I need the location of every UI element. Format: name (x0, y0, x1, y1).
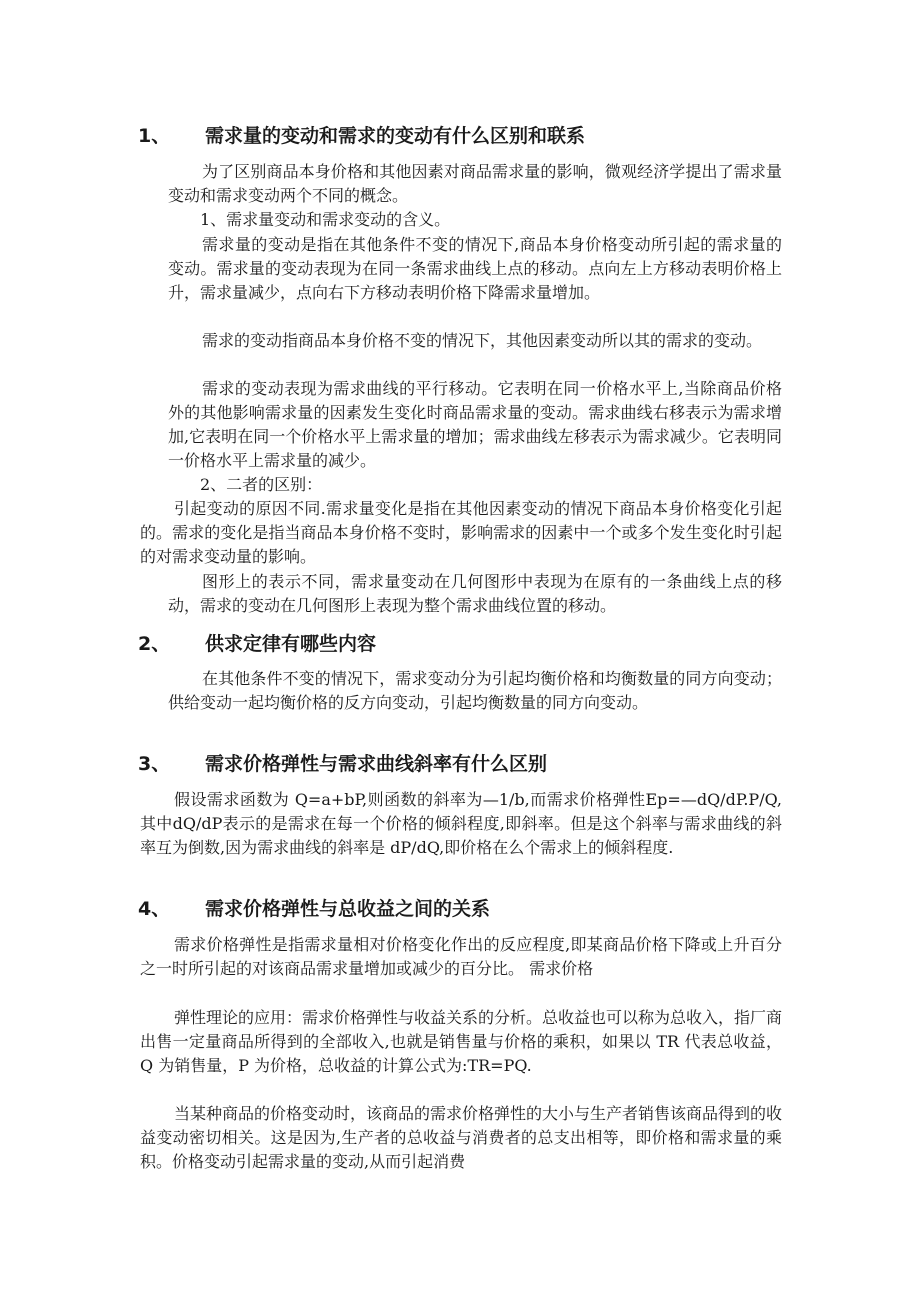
section-1-paragraph-4: 需求的变动指商品本身价格不变的情况下，其他因素变动所以其的需求的变动。 (202, 331, 763, 350)
section-4-paragraph-2: 弹性理论的应用：需求价格弹性与收益关系的分析。总收益也可以称为总收入，指厂商出售一定量商品所得到的全部收入,也就是销售量与价格的乘积，如果以 TR 代表总收益，Q 为销售量，P 为价格，总收益的计算公式为:TR=PQ. (140, 1008, 783, 1075)
section-1-paragraph-1: 为了区别商品本身价格和其他因素对商品需求量的影响，微观经济学提出了需求量变动和需求变动两个不同的概念。 (168, 162, 782, 205)
section-3-title: 需求价格弹性与需求曲线斜率有什么区别 (205, 753, 548, 775)
section-3-heading (138, 751, 547, 777)
section-4-paragraph-1: 需求价格弹性是指需求量相对价格变化作出的反应程度,即某商品价格下降或上升百分之一时所引起的对该商品需求量增加或减少的百分比。 需求价格 (140, 935, 782, 978)
section-1-title: 需求量的变动和需求的变动有什么区别和联系 (205, 125, 586, 147)
section-1-paragraph-3: 需求量的变动是指在其他条件不变的情况下,商品本身价格变动所引起的需求量的变动。需求量的变动表现为在同一条需求曲线上点的移动。点向左上方移动表明价格上升，需求量减少，点向右下方移动表明价格下降需求量增加。 (168, 235, 782, 302)
section-2-number: 2、 (138, 633, 171, 655)
section-4-number: 4、 (138, 898, 171, 920)
section-1-paragraph-6: 2、二者的区别： (200, 475, 323, 494)
section-1-paragraph-5: 需求的变动表现为需求曲线的平行移动。它表明在同一价格水平上,当除商品价格外的其他影响需求量的因素发生变化时商品需求量的变动。需求曲线右移表示为需求增加,它表明在同一个价格水平上需求量的增加；需求曲线左移表示为需求减少。它表明同一价格水平上需求量的减少。 (168, 379, 782, 470)
section-1-number: 1、 (138, 125, 171, 147)
section-4-heading (138, 896, 490, 922)
section-2-title: 供求定律有哪些内容 (205, 633, 377, 655)
section-1-paragraph-2: 1、需求量变动和需求变动的含义。 (200, 210, 451, 229)
section-1-paragraph-8: 图形上的表示不同，需求量变动在几何图形中表现为在原有的一条曲线上点的移动，需求的变动在几何图形上表现为整个需求曲线位置的移动。 (168, 572, 782, 615)
section-3-paragraph-1: 假设需求函数为 Q=a+bP,则函数的斜率为—1/b,而需求价格弹性Ep=—dQ/dP.P/Q,其中dQ/dP表示的是需求在每一个价格的倾斜程度,即斜率。但是这个斜率与需求曲线的斜率互为倒数,因为需求曲线的斜率是 dP/dQ,即价格在么个需求上的倾斜程度. (140, 790, 782, 857)
section-4-title: 需求价格弹性与总收益之间的关系 (205, 898, 491, 920)
section-2-heading (138, 631, 376, 657)
section-3-number: 3、 (138, 753, 171, 775)
section-4-paragraph-3: 当某种商品的价格变动时，该商品的需求价格弹性的大小与生产者销售该商品得到的收益变动密切相关。这是因为,生产者的总收益与消费者的总支出相等，即价格和需求量的乘积。价格变动引起需求量的变动,从而引起消费 (140, 1104, 783, 1171)
section-1-heading (138, 123, 585, 149)
section-1-paragraph-7: 引起变动的原因不同.需求量变化是指在其他因素变动的情况下商品本身价格变化引起的。需求的变化是指当商品本身价格不变时，影响需求的因素中一个或多个发生变化时引起的对需求变动量的影响。 (140, 499, 782, 566)
section-2-paragraph-1: 在其他条件不变的情况下，需求变动分为引起均衡价格和均衡数量的同方向变动；供给变动一起均衡价格的反方向变动，引起均衡数量的同方向变动。 (168, 669, 782, 712)
